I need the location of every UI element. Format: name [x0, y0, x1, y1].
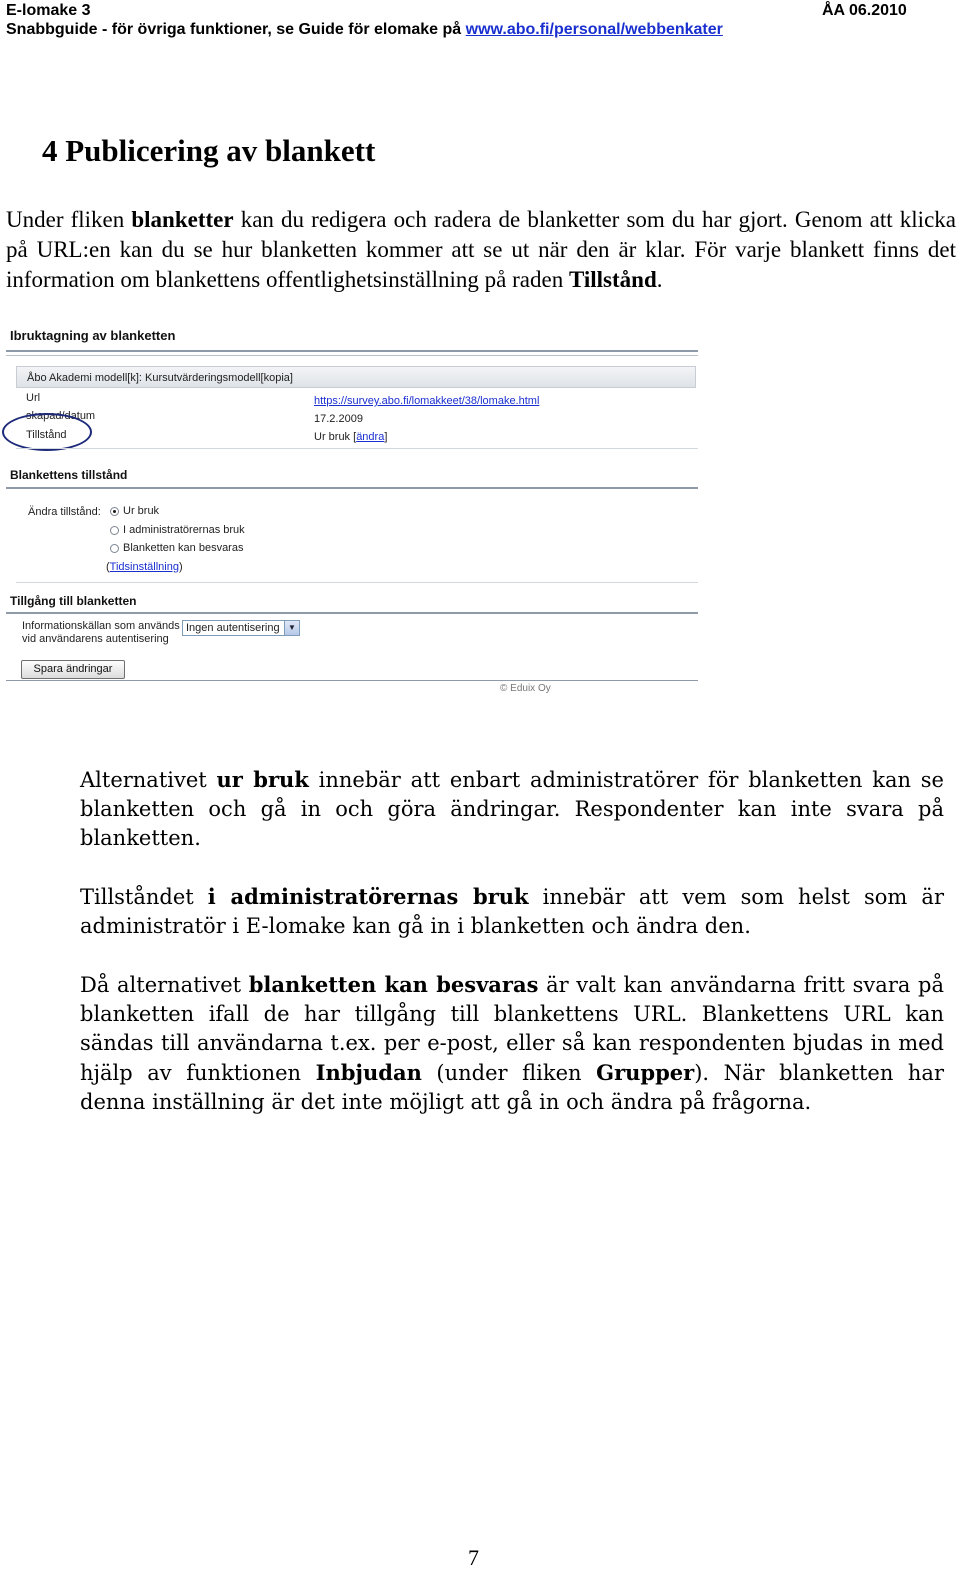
section-heading: 4 Publicering av blankett — [42, 133, 376, 168]
state-label: Tillstånd — [26, 429, 67, 441]
para-text: ). När blanketten har denna inställning är det inte möjligt att gå in och ändra på frågorna. — [80, 1061, 944, 1114]
radio-kan-besvaras[interactable] — [110, 544, 119, 553]
copyright: © Eduix Oy — [500, 683, 551, 694]
para-text: innebär att vem som helst som är administratör i E-lomake kan gå in i blanketten och ändra den. — [80, 885, 944, 938]
guide-link[interactable]: www.abo.fi/personal/webbenkater — [465, 21, 723, 38]
section-title-state: Blankettens tillstånd — [10, 468, 128, 482]
created-label: skapad/datum — [26, 410, 96, 422]
para-bold: i administratörernas bruk — [207, 884, 529, 909]
paragraph-kan-besvaras — [80, 970, 944, 1117]
section-title-activation: Ibruktagning av blanketten — [10, 328, 176, 343]
para-bold: blanketten kan besvaras — [248, 972, 539, 997]
info-source-line1: Informationskällan som används — [22, 620, 180, 632]
chevron-down-icon: ▼ — [284, 621, 299, 635]
divider — [6, 612, 698, 614]
divider — [6, 487, 698, 489]
radio-ur-bruk[interactable] — [110, 507, 119, 516]
change-state-link[interactable]: ändra — [356, 431, 385, 443]
intro-paragraph — [6, 205, 956, 295]
page-number: 7 — [468, 1545, 479, 1570]
document-date: ÅA 06.2010 — [822, 2, 907, 19]
divider — [16, 582, 698, 583]
divider — [6, 350, 698, 352]
auth-select[interactable] — [182, 620, 300, 636]
highlight-circle — [2, 413, 92, 451]
state-value-text: Ur bruk — [314, 431, 351, 443]
divider — [16, 448, 698, 449]
paragraph-ur-bruk — [80, 765, 944, 853]
para-bold: Inbjudan — [315, 1060, 422, 1085]
document-title: E-lomake 3 — [6, 2, 91, 19]
auth-select-value: Ingen autentisering — [186, 622, 280, 634]
subtitle-text: Snabbguide - för övriga funktioner, se Guide för elomake på — [6, 21, 466, 38]
created-date: 17.2.2009 — [314, 413, 363, 425]
time-settings: (Tidsinställning) — [106, 561, 183, 573]
divider — [6, 680, 698, 681]
section-title-access: Tillgång till blanketten — [10, 594, 137, 608]
form-name-bar: Åbo Akademi modell[k]: Kursutvärderingsmodell[kopia] — [16, 366, 696, 388]
intro-text: . — [656, 267, 663, 292]
intro-text: kan du redigera och radera de blanketter som du har gjort. Genom att klicka på URL:en kan du se hur blanketten kommer att se ut när den är klar. För varje blankett finns det information om blankettens offentlighetsinställning på raden — [6, 207, 956, 292]
para-text: (under fliken — [421, 1061, 597, 1085]
time-settings-link[interactable]: Tidsinställning — [109, 561, 179, 573]
divider — [6, 355, 698, 356]
para-text: Alternativet — [80, 768, 217, 792]
embedded-screenshot — [6, 320, 700, 698]
para-text: Tillståndet — [80, 885, 208, 909]
option-label: Blanketten kan besvaras — [123, 542, 244, 554]
form-url-link[interactable]: https://survey.abo.fi/lomakkeet/38/lomake.html — [314, 395, 540, 407]
url-label: Url — [26, 392, 41, 404]
para-bold: ur bruk — [216, 767, 309, 792]
para-text: Då alternativet — [80, 973, 249, 997]
option-label: Ur bruk — [123, 505, 160, 517]
intro-text: Under fliken — [6, 207, 132, 232]
para-bold: Grupper — [596, 1060, 695, 1085]
info-source-line2: vid användarens autentisering — [22, 633, 169, 645]
intro-bold-blanketter: blanketter — [131, 207, 234, 232]
state-value: Ur bruk [ändra] — [314, 431, 388, 443]
option-label: I administratörernas bruk — [123, 524, 245, 536]
para-text: innebär att enbart administratörer för blanketten kan se blanketten och gå in och göra ändringar. Respondenter kan inte svara på blanketten. — [80, 768, 944, 850]
para-text: är valt kan användarna fritt svara på blanketten ifall de har tillgång till blankettens URL. Blankettens URL kan sändas till användarna t.ex. per e-post, eller så kan respondenten bjudas in med hjälp av funktionen — [80, 973, 944, 1085]
change-state-label: Ändra tillstånd: — [28, 506, 101, 518]
paragraph-admin-bruk — [80, 882, 944, 941]
radio-admin-bruk[interactable] — [110, 526, 119, 535]
guide-subtitle — [6, 21, 723, 39]
save-button[interactable]: Spara ändringar — [21, 660, 125, 679]
intro-bold-tillstand: Tillstånd — [568, 267, 657, 292]
